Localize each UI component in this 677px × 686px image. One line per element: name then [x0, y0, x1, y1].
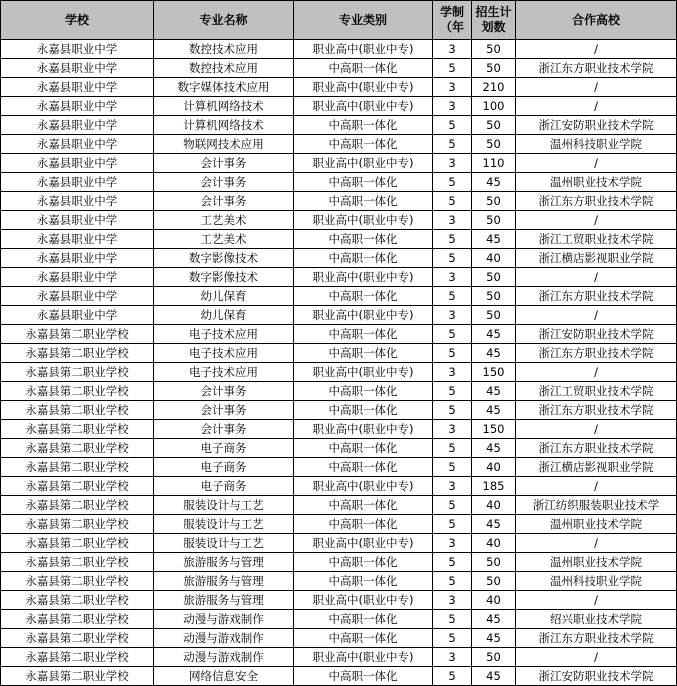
- header-duration: 学制（年: [433, 1, 472, 40]
- cell-partner: /: [516, 648, 677, 667]
- cell-duration: 5: [433, 287, 472, 306]
- cell-partner: 浙江东方职业技术学院: [516, 59, 677, 78]
- cell-school: 永嘉县职业中学: [1, 59, 154, 78]
- cell-partner: 浙江工贸职业技术学院: [516, 230, 677, 249]
- cell-major: 数字影像技术: [154, 268, 294, 287]
- table-row: [1, 78, 677, 97]
- cell-school: 永嘉县职业中学: [1, 306, 154, 325]
- cell-category: 职业高中(职业中专): [294, 154, 433, 173]
- cell-major: 服装设计与工艺: [154, 534, 294, 553]
- cell-category: 职业高中(职业中专): [294, 477, 433, 496]
- cell-duration: 5: [433, 667, 472, 686]
- cell-major: 电子技术应用: [154, 363, 294, 382]
- cell-major: 电子商务: [154, 439, 294, 458]
- cell-quota: 45: [472, 439, 516, 458]
- table-row: [1, 268, 677, 287]
- cell-partner: /: [516, 154, 677, 173]
- cell-duration: 5: [433, 135, 472, 154]
- table-row: [1, 610, 677, 629]
- table-row: [1, 382, 677, 401]
- cell-duration: 3: [433, 268, 472, 287]
- cell-category: 中高职一体化: [294, 249, 433, 268]
- cell-duration: 3: [433, 211, 472, 230]
- table-row: [1, 344, 677, 363]
- table-row: [1, 534, 677, 553]
- cell-category: 中高职一体化: [294, 439, 433, 458]
- cell-partner: 浙江东方职业技术学院: [516, 439, 677, 458]
- cell-quota: 210: [472, 78, 516, 97]
- table-row: [1, 40, 677, 59]
- cell-duration: 5: [433, 439, 472, 458]
- cell-duration: 3: [433, 648, 472, 667]
- cell-school: 永嘉县第二职业学校: [1, 610, 154, 629]
- table-row: [1, 325, 677, 344]
- cell-school: 永嘉县职业中学: [1, 40, 154, 59]
- cell-category: 中高职一体化: [294, 59, 433, 78]
- cell-quota: 50: [472, 192, 516, 211]
- cell-major: 会计事务: [154, 420, 294, 439]
- table-row: [1, 553, 677, 572]
- cell-duration: 3: [433, 78, 472, 97]
- cell-partner: 浙江纺织服装职业技术学: [516, 496, 677, 515]
- table-row: [1, 458, 677, 477]
- cell-quota: 50: [472, 116, 516, 135]
- cell-duration: 3: [433, 534, 472, 553]
- cell-category: 中高职一体化: [294, 192, 433, 211]
- cell-quota: 50: [472, 40, 516, 59]
- header-major: 专业名称: [154, 1, 294, 40]
- cell-school: 永嘉县职业中学: [1, 173, 154, 192]
- cell-major: 计算机网络技术: [154, 97, 294, 116]
- cell-category: 职业高中(职业中专): [294, 268, 433, 287]
- cell-major: 电子技术应用: [154, 325, 294, 344]
- cell-partner: 浙江安防职业技术学院: [516, 325, 677, 344]
- cell-duration: 3: [433, 306, 472, 325]
- cell-partner: 温州科技职业学院: [516, 135, 677, 154]
- cell-major: 物联网技术应用: [154, 135, 294, 154]
- cell-duration: 5: [433, 515, 472, 534]
- cell-duration: 5: [433, 249, 472, 268]
- cell-school: 永嘉县职业中学: [1, 116, 154, 135]
- cell-quota: 45: [472, 173, 516, 192]
- cell-school: 永嘉县职业中学: [1, 78, 154, 97]
- cell-school: 永嘉县职业中学: [1, 268, 154, 287]
- table-row: [1, 249, 677, 268]
- cell-quota: 45: [472, 515, 516, 534]
- cell-school: 永嘉县第二职业学校: [1, 572, 154, 591]
- cell-partner: /: [516, 420, 677, 439]
- cell-quota: 40: [472, 534, 516, 553]
- table-row: [1, 363, 677, 382]
- cell-school: 永嘉县第二职业学校: [1, 363, 154, 382]
- cell-partner: 温州职业技术学院: [516, 515, 677, 534]
- table-row: [1, 116, 677, 135]
- cell-quota: 50: [472, 268, 516, 287]
- cell-partner: 浙江横店影视职业学院: [516, 249, 677, 268]
- cell-category: 中高职一体化: [294, 287, 433, 306]
- cell-partner: 浙江东方职业技术学院: [516, 344, 677, 363]
- cell-major: 网络信息安全: [154, 667, 294, 686]
- cell-major: 会计事务: [154, 173, 294, 192]
- cell-quota: 50: [472, 572, 516, 591]
- cell-quota: 45: [472, 629, 516, 648]
- cell-category: 中高职一体化: [294, 173, 433, 192]
- table-row: [1, 496, 677, 515]
- cell-partner: /: [516, 211, 677, 230]
- cell-category: 职业高中(职业中专): [294, 648, 433, 667]
- cell-major: 电子商务: [154, 458, 294, 477]
- cell-school: 永嘉县职业中学: [1, 154, 154, 173]
- table-row: [1, 211, 677, 230]
- cell-quota: 40: [472, 249, 516, 268]
- cell-category: 中高职一体化: [294, 553, 433, 572]
- cell-duration: 5: [433, 629, 472, 648]
- cell-major: 电子商务: [154, 477, 294, 496]
- cell-partner: /: [516, 477, 677, 496]
- cell-school: 永嘉县第二职业学校: [1, 458, 154, 477]
- cell-school: 永嘉县职业中学: [1, 230, 154, 249]
- cell-partner: 浙江工贸职业技术学院: [516, 382, 677, 401]
- cell-duration: 5: [433, 496, 472, 515]
- cell-major: 数控技术应用: [154, 59, 294, 78]
- cell-quota: 110: [472, 154, 516, 173]
- cell-major: 服装设计与工艺: [154, 496, 294, 515]
- cell-quota: 50: [472, 135, 516, 154]
- cell-duration: 5: [433, 192, 472, 211]
- cell-school: 永嘉县职业中学: [1, 211, 154, 230]
- cell-quota: 185: [472, 477, 516, 496]
- header-quota: 招生计划数: [472, 1, 516, 40]
- cell-major: 工艺美术: [154, 230, 294, 249]
- cell-category: 职业高中(职业中专): [294, 534, 433, 553]
- cell-partner: 浙江东方职业技术学院: [516, 401, 677, 420]
- cell-major: 旅游服务与管理: [154, 591, 294, 610]
- cell-duration: 3: [433, 154, 472, 173]
- cell-category: 中高职一体化: [294, 116, 433, 135]
- cell-partner: /: [516, 363, 677, 382]
- cell-duration: 5: [433, 401, 472, 420]
- table-body: [1, 40, 677, 686]
- cell-school: 永嘉县第二职业学校: [1, 496, 154, 515]
- cell-quota: 45: [472, 382, 516, 401]
- cell-major: 动漫与游戏制作: [154, 610, 294, 629]
- cell-quota: 45: [472, 667, 516, 686]
- cell-category: 中高职一体化: [294, 344, 433, 363]
- cell-major: 会计事务: [154, 154, 294, 173]
- cell-duration: 5: [433, 382, 472, 401]
- table-row: [1, 648, 677, 667]
- cell-partner: 温州科技职业学院: [516, 572, 677, 591]
- cell-school: 永嘉县第二职业学校: [1, 534, 154, 553]
- cell-school: 永嘉县职业中学: [1, 192, 154, 211]
- cell-quota: 50: [472, 287, 516, 306]
- cell-quota: 100: [472, 97, 516, 116]
- cell-school: 永嘉县第二职业学校: [1, 553, 154, 572]
- cell-duration: 5: [433, 173, 472, 192]
- cell-category: 职业高中(职业中专): [294, 97, 433, 116]
- cell-school: 永嘉县第二职业学校: [1, 325, 154, 344]
- cell-category: 职业高中(职业中专): [294, 591, 433, 610]
- cell-duration: 5: [433, 325, 472, 344]
- cell-school: 永嘉县第二职业学校: [1, 591, 154, 610]
- table-row: [1, 135, 677, 154]
- cell-duration: 5: [433, 553, 472, 572]
- header-row: [1, 1, 677, 40]
- cell-category: 中高职一体化: [294, 496, 433, 515]
- cell-quota: 50: [472, 648, 516, 667]
- cell-school: 永嘉县第二职业学校: [1, 515, 154, 534]
- cell-duration: 5: [433, 59, 472, 78]
- cell-category: 中高职一体化: [294, 610, 433, 629]
- cell-partner: 浙江东方职业技术学院: [516, 287, 677, 306]
- cell-major: 幼儿保育: [154, 287, 294, 306]
- table-header: [1, 1, 677, 40]
- cell-category: 中高职一体化: [294, 325, 433, 344]
- cell-quota: 45: [472, 325, 516, 344]
- cell-quota: 40: [472, 591, 516, 610]
- cell-partner: /: [516, 40, 677, 59]
- cell-partner: 浙江横店影视职业学院: [516, 458, 677, 477]
- cell-duration: 3: [433, 477, 472, 496]
- table-row: [1, 306, 677, 325]
- cell-duration: 5: [433, 230, 472, 249]
- cell-duration: 3: [433, 97, 472, 116]
- cell-quota: 45: [472, 610, 516, 629]
- cell-category: 职业高中(职业中专): [294, 363, 433, 382]
- cell-partner: /: [516, 534, 677, 553]
- cell-major: 动漫与游戏制作: [154, 629, 294, 648]
- cell-quota: 45: [472, 230, 516, 249]
- cell-school: 永嘉县第二职业学校: [1, 439, 154, 458]
- cell-quota: 50: [472, 211, 516, 230]
- cell-duration: 5: [433, 344, 472, 363]
- table-row: [1, 591, 677, 610]
- cell-major: 数字媒体技术应用: [154, 78, 294, 97]
- cell-major: 电子技术应用: [154, 344, 294, 363]
- table-row: [1, 287, 677, 306]
- table-row: [1, 230, 677, 249]
- cell-major: 数控技术应用: [154, 40, 294, 59]
- cell-category: 中高职一体化: [294, 382, 433, 401]
- cell-partner: /: [516, 97, 677, 116]
- cell-duration: 5: [433, 458, 472, 477]
- cell-quota: 40: [472, 458, 516, 477]
- table-row: [1, 572, 677, 591]
- cell-partner: /: [516, 306, 677, 325]
- table-row: [1, 173, 677, 192]
- table-row: [1, 477, 677, 496]
- table-row: [1, 192, 677, 211]
- cell-partner: 浙江安防职业技术学院: [516, 667, 677, 686]
- cell-category: 中高职一体化: [294, 667, 433, 686]
- cell-school: 永嘉县职业中学: [1, 135, 154, 154]
- cell-category: 中高职一体化: [294, 135, 433, 154]
- header-school: 学校: [1, 1, 154, 40]
- cell-duration: 5: [433, 116, 472, 135]
- cell-category: 职业高中(职业中专): [294, 211, 433, 230]
- cell-school: 永嘉县职业中学: [1, 97, 154, 116]
- cell-school: 永嘉县第二职业学校: [1, 667, 154, 686]
- table-row: [1, 97, 677, 116]
- cell-school: 永嘉县第二职业学校: [1, 477, 154, 496]
- cell-major: 数字影像技术: [154, 249, 294, 268]
- cell-quota: 150: [472, 420, 516, 439]
- cell-quota: 150: [472, 363, 516, 382]
- cell-partner: 温州职业技术学院: [516, 553, 677, 572]
- cell-major: 旅游服务与管理: [154, 553, 294, 572]
- cell-school: 永嘉县第二职业学校: [1, 382, 154, 401]
- cell-category: 中高职一体化: [294, 572, 433, 591]
- cell-major: 动漫与游戏制作: [154, 648, 294, 667]
- table-row: [1, 420, 677, 439]
- cell-school: 永嘉县第二职业学校: [1, 401, 154, 420]
- cell-duration: 5: [433, 572, 472, 591]
- table-row: [1, 439, 677, 458]
- cell-partner: /: [516, 591, 677, 610]
- cell-category: 中高职一体化: [294, 515, 433, 534]
- cell-category: 职业高中(职业中专): [294, 306, 433, 325]
- cell-partner: /: [516, 78, 677, 97]
- cell-major: 幼儿保育: [154, 306, 294, 325]
- header-partner: 合作高校: [516, 1, 677, 40]
- table-row: [1, 401, 677, 420]
- cell-category: 职业高中(职业中专): [294, 40, 433, 59]
- cell-school: 永嘉县第二职业学校: [1, 648, 154, 667]
- cell-duration: 3: [433, 40, 472, 59]
- cell-duration: 3: [433, 363, 472, 382]
- cell-category: 中高职一体化: [294, 401, 433, 420]
- cell-partner: 浙江东方职业技术学院: [516, 192, 677, 211]
- cell-quota: 50: [472, 306, 516, 325]
- cell-duration: 5: [433, 610, 472, 629]
- cell-partner: 浙江东方职业技术学院: [516, 629, 677, 648]
- cell-major: 会计事务: [154, 401, 294, 420]
- cell-quota: 45: [472, 401, 516, 420]
- header-category: 专业类别: [294, 1, 433, 40]
- cell-partner: 绍兴职业技术学院: [516, 610, 677, 629]
- cell-partner: 温州职业技术学院: [516, 173, 677, 192]
- table-row: [1, 59, 677, 78]
- cell-major: 会计事务: [154, 192, 294, 211]
- cell-partner: 浙江安防职业技术学院: [516, 116, 677, 135]
- cell-school: 永嘉县第二职业学校: [1, 344, 154, 363]
- cell-quota: 40: [472, 496, 516, 515]
- cell-partner: /: [516, 268, 677, 287]
- cell-school: 永嘉县职业中学: [1, 249, 154, 268]
- cell-category: 中高职一体化: [294, 629, 433, 648]
- cell-major: 会计事务: [154, 382, 294, 401]
- cell-quota: 50: [472, 59, 516, 78]
- cell-school: 永嘉县第二职业学校: [1, 629, 154, 648]
- cell-category: 中高职一体化: [294, 458, 433, 477]
- cell-category: 中高职一体化: [294, 230, 433, 249]
- cell-quota: 45: [472, 344, 516, 363]
- cell-category: 职业高中(职业中专): [294, 420, 433, 439]
- cell-major: 计算机网络技术: [154, 116, 294, 135]
- cell-school: 永嘉县职业中学: [1, 287, 154, 306]
- table-row: [1, 515, 677, 534]
- cell-quota: 50: [472, 553, 516, 572]
- cell-major: 工艺美术: [154, 211, 294, 230]
- cell-duration: 3: [433, 420, 472, 439]
- cell-school: 永嘉县第二职业学校: [1, 420, 154, 439]
- table-row: [1, 154, 677, 173]
- cell-major: 服装设计与工艺: [154, 515, 294, 534]
- cell-category: 职业高中(职业中专): [294, 78, 433, 97]
- cell-duration: 3: [433, 591, 472, 610]
- cell-major: 旅游服务与管理: [154, 572, 294, 591]
- table-row: [1, 629, 677, 648]
